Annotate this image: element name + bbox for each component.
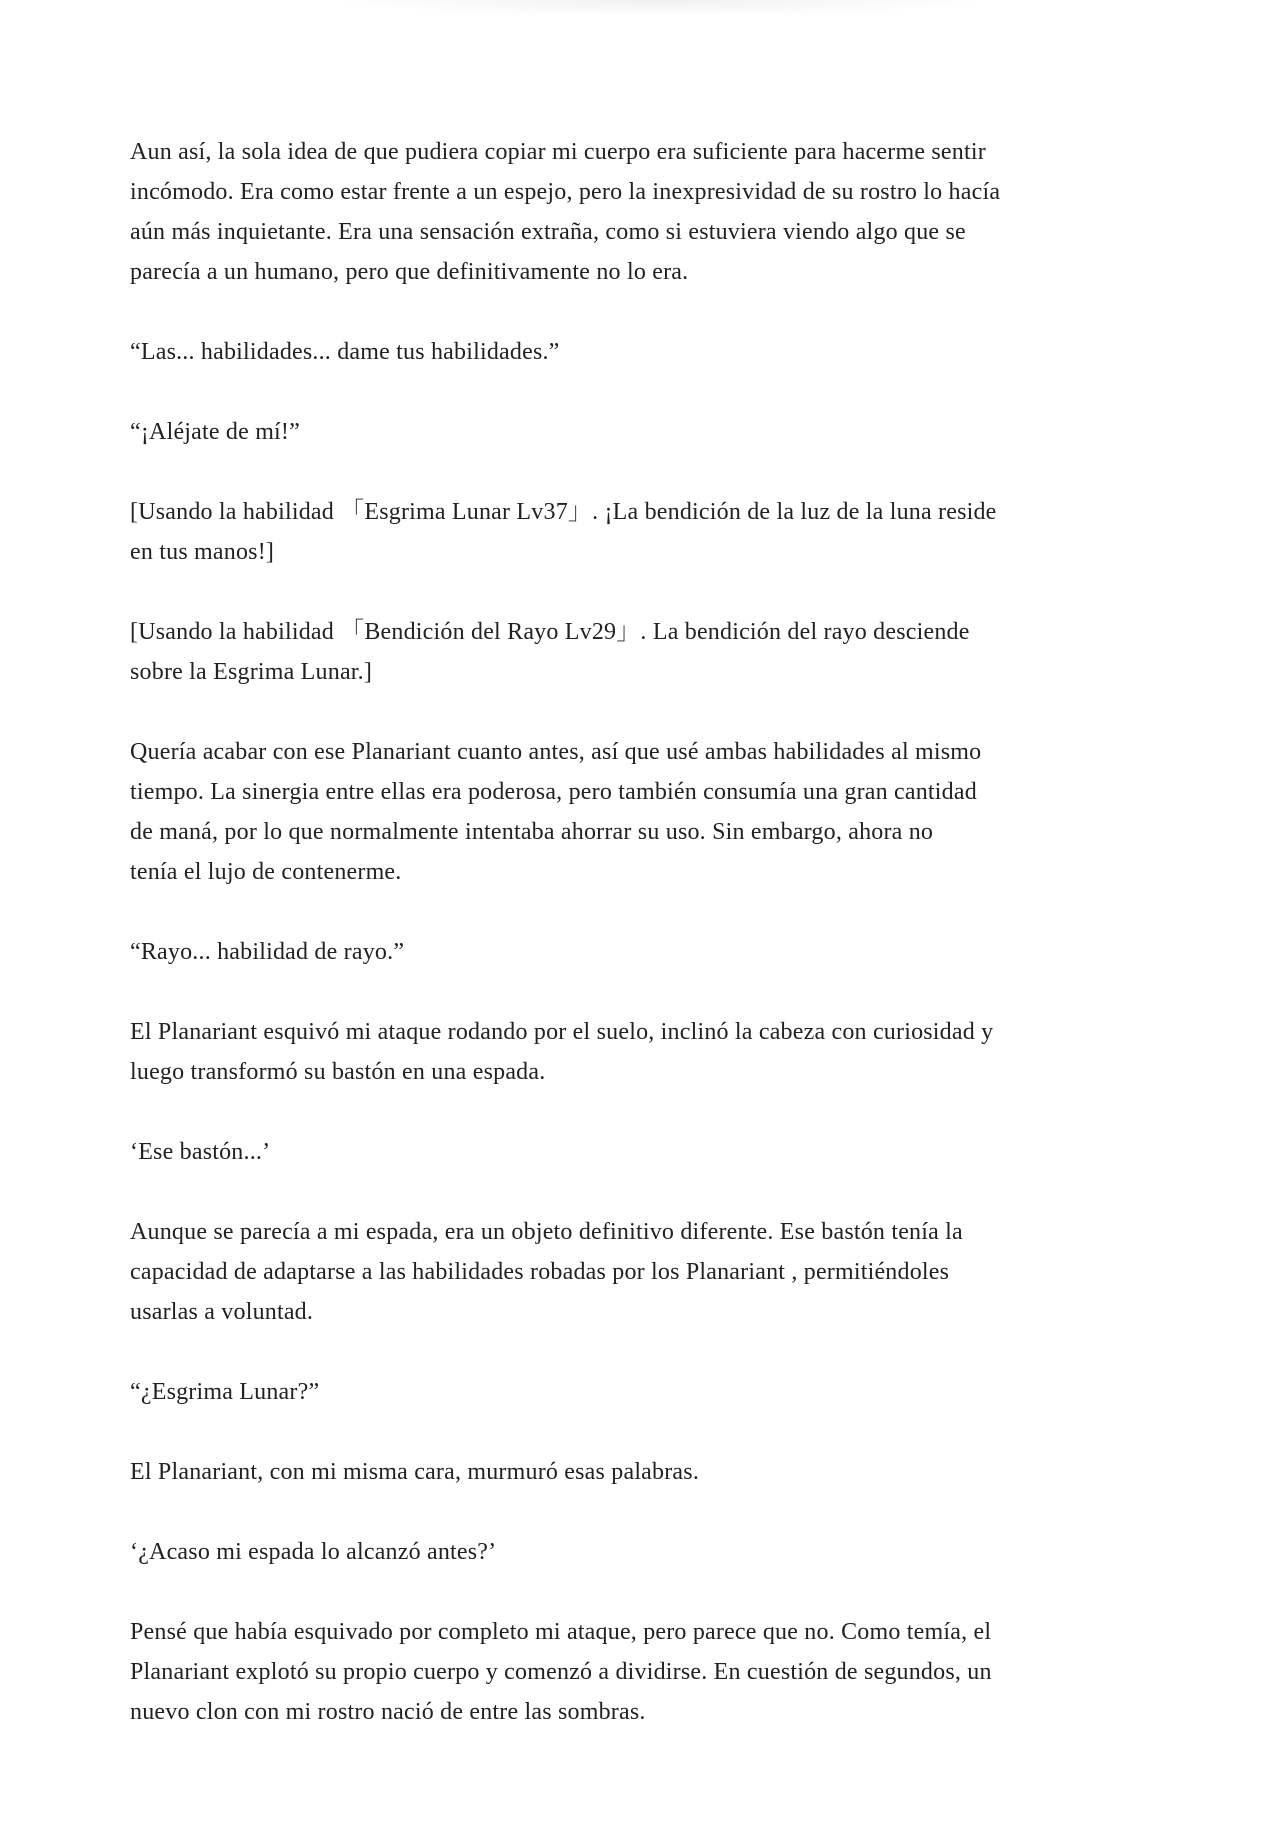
text-line: Pensé que había esquivado por completo mi ataque, pero parece que no. Como temía, el bbox=[130, 1619, 992, 1645]
text-line: El Planariant, con mi misma cara, murmuró esas palabras. bbox=[130, 1459, 700, 1485]
text-line: Planariant explotó su propio cuerpo y comenzó a dividirse. En cuestión de segundos, un bbox=[130, 1659, 992, 1685]
text-line: capacidad de adaptarse a las habilidades robadas por los Planariant , permitiéndoles bbox=[130, 1259, 950, 1285]
paragraph bbox=[130, 1372, 1190, 1412]
text-line: aún más inquietante. Era una sensación extraña, como si estuviera viendo algo que se bbox=[130, 219, 966, 245]
paragraph bbox=[130, 1012, 1190, 1092]
text-line: nuevo clon con mi rostro nació de entre las sombras. bbox=[130, 1699, 646, 1725]
text-line: tenía el lujo de contenerme. bbox=[130, 859, 402, 885]
text-line: Quería acabar con ese Planariant cuanto antes, así que usé ambas habilidades al mismo bbox=[130, 739, 982, 765]
paragraph bbox=[130, 932, 1190, 972]
paragraph bbox=[130, 1532, 1190, 1572]
text-line: incómodo. Era como estar frente a un espejo, pero la inexpresividad de su rostro lo hacía bbox=[130, 179, 1001, 205]
text-line: en tus manos!] bbox=[130, 539, 275, 565]
paragraph bbox=[130, 412, 1190, 452]
text-line: Aun así, la sola idea de que pudiera copiar mi cuerpo era suficiente para hacerme sentir bbox=[130, 139, 986, 165]
text-line: ‘Ese bastón...’ bbox=[130, 1139, 271, 1165]
text-line: tiempo. La sinergia entre ellas era poderosa, pero también consumía una gran cantidad bbox=[130, 779, 977, 805]
text-line: [Usando la habilidad 「Bendición del Rayo Lv29」. La bendición del rayo desciende bbox=[130, 619, 970, 645]
paragraph bbox=[130, 1132, 1190, 1172]
top-shadow bbox=[330, 0, 990, 16]
paragraph bbox=[130, 132, 1190, 292]
paragraph bbox=[130, 732, 1190, 892]
text-line: parecía a un humano, pero que definitivamente no lo era. bbox=[130, 259, 689, 285]
text-line: ‘¿Acaso mi espada lo alcanzó antes?’ bbox=[130, 1539, 497, 1565]
paragraph bbox=[130, 1452, 1190, 1492]
paragraph bbox=[130, 612, 1190, 692]
text-line: de maná, por lo que normalmente intentaba ahorrar su uso. Sin embargo, ahora no bbox=[130, 819, 934, 845]
text-line: “¿Esgrima Lunar?” bbox=[130, 1379, 320, 1405]
text-line: [Usando la habilidad 「Esgrima Lunar Lv37」. ¡La bendición de la luz de la luna reside bbox=[130, 499, 997, 525]
text-line: “¡Aléjate de mí!” bbox=[130, 419, 300, 445]
text-line: El Planariant esquivó mi ataque rodando por el suelo, inclinó la cabeza con curiosidad y bbox=[130, 1019, 994, 1045]
paragraph bbox=[130, 332, 1190, 372]
text-line: “Las... habilidades... dame tus habilidades.” bbox=[130, 339, 560, 365]
paragraph bbox=[130, 492, 1190, 572]
text-line: luego transformó su bastón en una espada. bbox=[130, 1059, 546, 1085]
text-line: sobre la Esgrima Lunar.] bbox=[130, 659, 373, 685]
text-line: Aunque se parecía a mi espada, era un objeto definitivo diferente. Ese bastón tenía la bbox=[130, 1219, 963, 1245]
paragraph bbox=[130, 1212, 1190, 1332]
paragraph bbox=[130, 1612, 1190, 1732]
text-line: usarlas a voluntad. bbox=[130, 1299, 314, 1325]
text-line: “Rayo... habilidad de rayo.” bbox=[130, 939, 405, 965]
document-body bbox=[130, 132, 1190, 1772]
